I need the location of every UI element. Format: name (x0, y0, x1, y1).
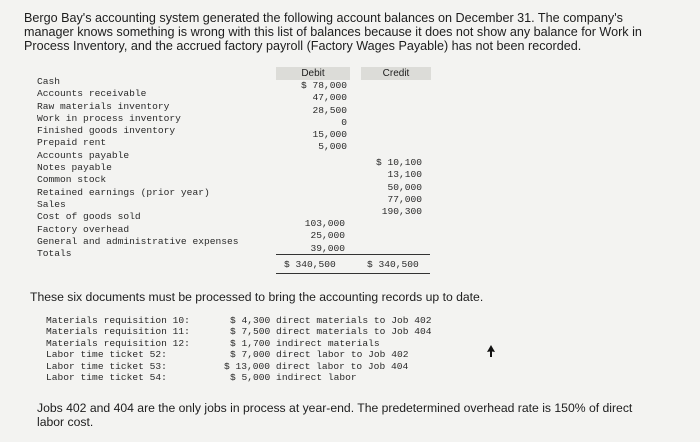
credit-value: 50,000 (387, 181, 422, 193)
debit-column-bottom (276, 218, 345, 255)
account-name: Cash (37, 76, 61, 87)
intro-paragraph: Bergo Bay's accounting system generated the following account balances on December 31. The company's manager knows something is wrong with this list of balances because it does not show any balance for Work in Process Inventory, and the accrued factory payroll (Factory Wages Payable) has not been recorded. (24, 11, 642, 53)
account-name: General and administrative expenses (37, 235, 239, 247)
document-detail: $ 1,700 indirect materials (230, 337, 380, 349)
debit-value: 5,000 (318, 141, 347, 153)
debit-value: 0 (341, 116, 347, 128)
debit-value: 15,000 (312, 129, 347, 141)
document-detail: $ 5,000 indirect labor (230, 371, 357, 383)
document-detail: $ 7,000 direct labor to Job 402 (230, 349, 409, 361)
credit-header: Credit (361, 67, 431, 80)
account-name: Raw materials inventory (37, 100, 170, 112)
document-details (224, 315, 432, 383)
account-name: Notes payable (37, 162, 112, 174)
document-name: Labor time ticket 54: (46, 371, 167, 383)
account-name: Accounts receivable (37, 88, 147, 100)
subtotal-rule (276, 254, 430, 255)
debit-value: 25,000 (310, 230, 345, 242)
credit-value: $ 10,100 (375, 157, 422, 168)
debit-value: $ 78,000 (300, 80, 347, 91)
mouse-pointer-icon (486, 345, 496, 357)
account-name: Prepaid rent (37, 137, 107, 149)
document-name: Labor time ticket 52: (46, 349, 167, 361)
closing-paragraph: Jobs 402 and 404 are the only jobs in process at year-end. The predetermined overhead rate is 150% of direct labor cost. (37, 401, 633, 429)
account-name: Retained earnings (prior year) (37, 186, 210, 198)
debit-column-top (276, 80, 347, 154)
credit-value: 13,100 (387, 169, 422, 181)
debit-value: 39,000 (310, 242, 345, 254)
debit-value: 103,000 (304, 218, 345, 229)
debit-header: Debit (276, 67, 350, 80)
document-name: Materials requisition 10: (46, 315, 190, 326)
documents-intro: These six documents must be processed to bring the accounting records up to date. (30, 290, 484, 304)
account-name: Cost of goods sold (37, 211, 141, 223)
account-list (37, 76, 239, 260)
document-detail: $ 4,300 direct materials to Job 402 (230, 315, 432, 326)
debit-value: 28,500 (312, 104, 347, 116)
total-credit: $ 340,500 (367, 259, 419, 270)
total-rule (276, 273, 430, 274)
debit-value: 47,000 (312, 92, 347, 104)
document-names (46, 315, 190, 383)
account-name: Factory overhead (37, 223, 130, 235)
total-debit: $ 340,500 (284, 259, 336, 270)
document-name: Materials requisition 11: (46, 326, 190, 338)
document-name: Materials requisition 12: (46, 337, 190, 349)
account-name: Finished goods inventory (37, 125, 176, 137)
document-name: Labor time ticket 53: (46, 360, 167, 372)
account-name: Totals (37, 248, 72, 260)
document-detail: $ 7,500 direct materials to Job 404 (230, 326, 432, 338)
account-name: Sales (37, 198, 66, 210)
account-name: Work in process inventory (37, 112, 181, 124)
credit-value: 190,300 (381, 206, 422, 218)
credit-value: 77,000 (387, 193, 422, 205)
document-detail: $ 13,000 direct labor to Job 404 (224, 360, 409, 372)
account-name: Common stock (37, 174, 107, 186)
credit-column (361, 157, 422, 218)
account-name: Accounts payable (37, 149, 130, 161)
